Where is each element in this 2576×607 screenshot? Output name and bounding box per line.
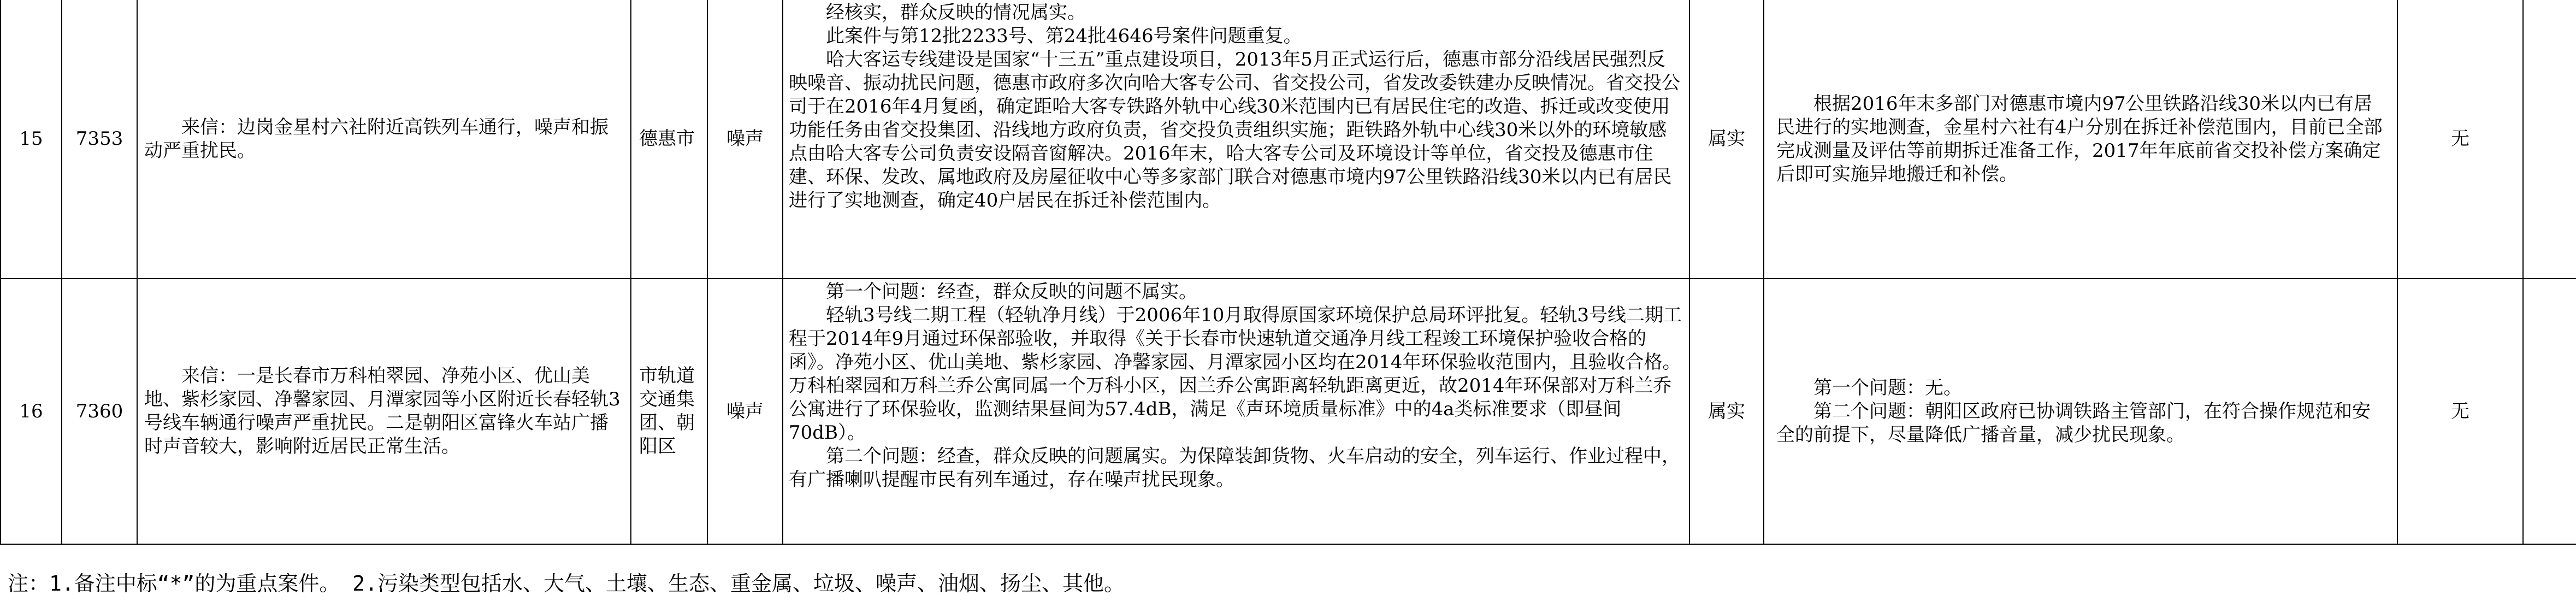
complaint-text: 来信：一是长春市万科柏翠园、净苑小区、优山美地、紫杉家园、净馨家园、月潭家园等小区附近长春轻轨3号线车辆通行噪声严重扰民。二是朝阳区富锋火车站广播时声音较大，影响附近居民正常生活。 [144, 365, 621, 457]
pollution-type: 噪声 [707, 279, 783, 544]
handling-details [1764, 279, 2397, 544]
note: 无 [2397, 0, 2523, 279]
table-row [1, 279, 2576, 544]
complaint-letter [137, 279, 631, 544]
responsible-location: 德惠市 [631, 0, 707, 279]
case-id: 7353 [62, 0, 137, 279]
complaint-letter [137, 0, 631, 279]
empty-cell [2523, 279, 2576, 544]
verdict: 属实 [1689, 0, 1764, 279]
footnote: 注：1.备注中标“*”的为重点案件。 2.污染类型包括水、大气、土壤、生态、重金属、垃圾、噪声、油烟、扬尘、其他。 [8, 571, 1125, 596]
handling-paragraph: 根据2016年末多部门对德惠市境内97公里铁路沿线30米以内已有居民进行的实地测查，金星村六社有4户分别在拆迁补偿范围内，目前已全部完成测量及评估等前期拆迁准备工作，2017年年底前省交投补偿方案确定后即可实施异地搬迁和补偿。 [1776, 92, 2383, 185]
verification-details [783, 279, 1689, 544]
verification-details [783, 0, 1689, 279]
verification-paragraph: 第二个问题：经查，群众反映的问题属实。为保障装卸货物、火车启动的安全，列车运行、作业过程中，有广播喇叭提醒市民有列车通过，存在噪声扰民现象。 [789, 445, 1680, 491]
verification-paragraph: 经核实，群众反映的情况属实。 [826, 2, 1086, 23]
handling-details [1764, 0, 2397, 279]
empty-cell [2523, 0, 2576, 279]
responsible-location: 市轨道交通集团、朝阳区 [631, 279, 707, 544]
case-number: 16 [1, 279, 62, 544]
verdict: 属实 [1689, 279, 1764, 544]
handling-paragraph: 第一个问题：无。 [1813, 376, 1962, 399]
verification-paragraph: 哈大客运专线建设是国家“十三五”重点建设项目，2013年5月正式运行后，德惠市部分沿线居民强烈反映噪音、振动扰民问题，德惠市政府多次向哈大客专公司、省交投公司，省发改委铁建办反映情况。省交投公司于在2016年4月复函，确定距哈大客专铁路外轨中心线30米范围内已有居民住宅的改造、拆迁或改变使用功能任务由省交投集团、沿线地方政府负责，省交投负责组织实施；距铁路外轨中心线30米以外的环境敏感点由哈大客专公司负责安设隔音窗解决。2016年末，哈大客专公司及环境设计等单位，省交投及德惠市住建、环保、发改、属地政府及房屋征收中心等多家部门联合对德惠市境内97公里铁路沿线30米以内已有居民进行了实地测查，确定40户居民在拆迁补偿范围内。 [789, 49, 1680, 211]
table-row [1, 0, 2576, 279]
pollution-type: 噪声 [707, 0, 783, 279]
verification-paragraph: 轻轨3号线二期工程（轻轨净月线）于2006年10月取得原国家环境保护总局环评批复。轻轨3号线二期工程于2014年9月通过环保部验收，并取得《关于长春市快速轨道交通净月线工程竣工环境保护验收合格的函》。净苑小区、优山美地、紫杉家园、净馨家园、月潭家园小区均在2014年环保验收范围内，且验收合格。万科柏翠园和万科兰乔公寓同属一个万科小区，因兰乔公寓距离轻轨距离更近，故2014年环保部对万科兰乔公寓进行了环保验收，监测结果昼间为57.4dB，满足《声环境质量标准》中的4a类标准要求（即昼间70dB）。 [789, 304, 1682, 444]
verification-paragraph: 第一个问题：经查，群众反映的问题不属实。 [826, 281, 1197, 303]
case-id: 7360 [62, 279, 137, 544]
handling-paragraph: 第二个问题：朝阳区政府已协调铁路主管部门，在符合操作规范和安全的前提下，尽量降低广播音量，减少扰民现象。 [1776, 400, 2371, 446]
case-number: 15 [1, 0, 62, 279]
verification-paragraph: 此案件与第12批2233号、第24批4646号案件问题重复。 [826, 25, 1302, 47]
note: 无 [2397, 279, 2523, 544]
complaint-text: 来信：边岗金星村六社附近高铁列车通行，噪声和振动严重扰民。 [144, 116, 608, 162]
